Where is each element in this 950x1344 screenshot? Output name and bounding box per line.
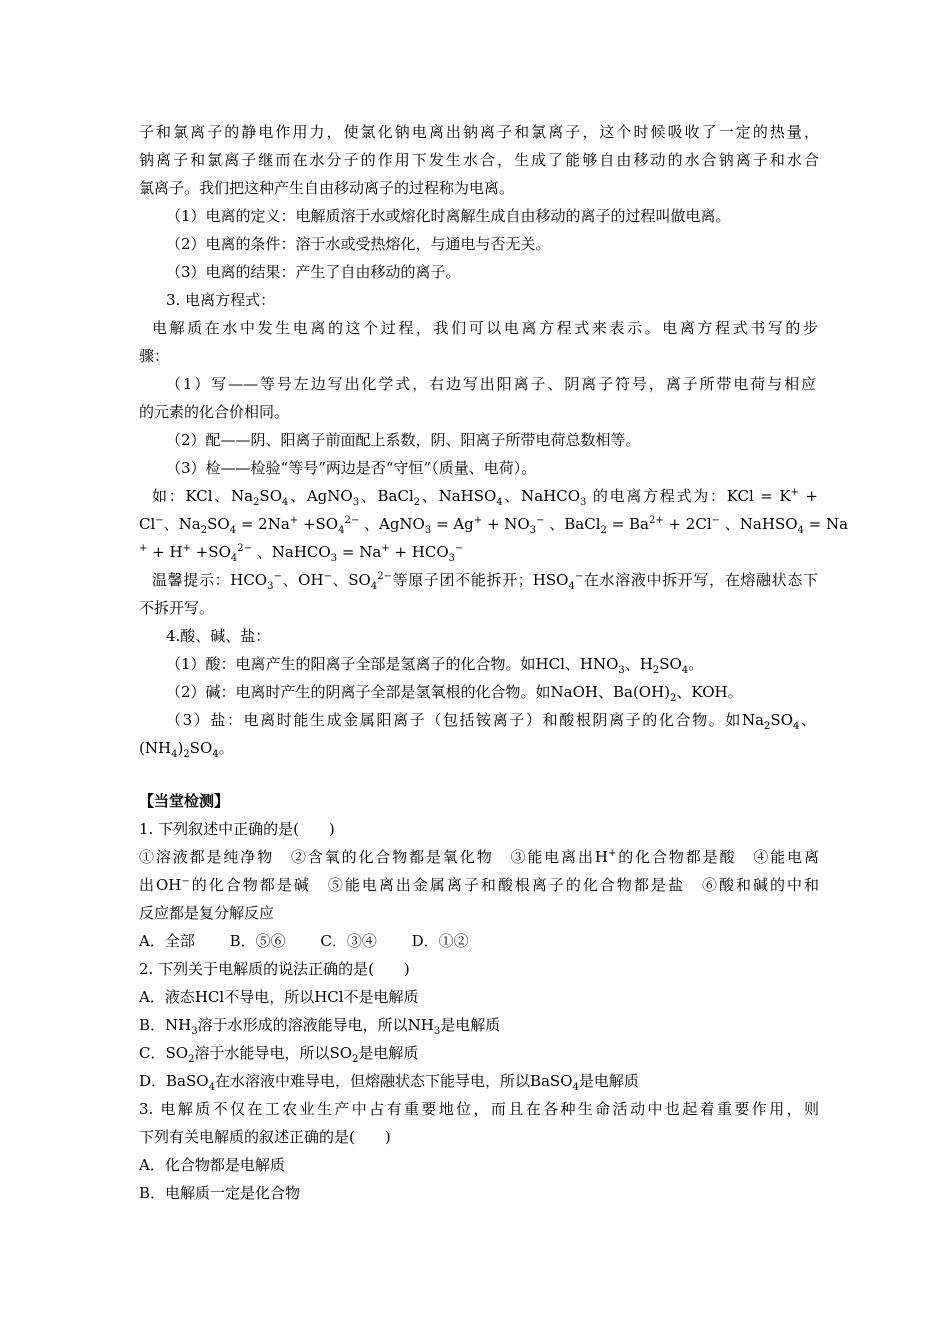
body-line-16: $^+ + H^+ +SO_4^{2-}$ 、NaHCO$_3$ = $Na^+ + HCO_3^-$ [139,543,464,564]
quiz-line-13: A．化合物都是电解质 [139,1156,285,1174]
body-line-14: 如：KCl、$Na_2SO_4$、AgNO$_3$、BaCl$_2$、NaHSO$_4$、NaHCO$_3$ 的电离方程式为：KCl = K+ + [152,487,818,508]
body-line-11: 的元素的化合价相同。 [139,403,290,421]
quiz-line-14: B．电解质一定是化合物 [139,1184,301,1202]
body-line-12: （2）配——阴、阳离子前面配上系数，阴、阳离子所带电荷总数相等。 [166,431,641,449]
quiz-line-10: D．BaSO$_4$在水溶液中难导电，但熔融状态下能导电，所以BaSO$_4$是电解质 [139,1072,639,1093]
quiz-line-11: 3. 电解质不仅在工农业生产中占有重要地位，而且在各种生命活动中也起着重要作用，则 [139,1100,819,1118]
quiz-line-5: A．全部 B．⑤⑥ C．③④ D．①② [139,932,469,950]
body-line-13: （3）检——检验“等号”两边是否“守恒”（质量、电荷）。 [166,459,537,477]
quiz-line-9: C．$SO_2$溶于水能导电，所以$SO_2$是电解质 [139,1044,419,1065]
body-line-1: 子和氯离子的静电作用力，使氯化钠电离出钠离子和氯离子，这个时候吸收了一定的热量， [139,123,819,141]
body-line-23: $(NH_4)_2SO_4$。 [139,739,234,760]
body-line-19: 4.酸、碱、盐： [166,627,271,645]
body-line-4: （1）电离的定义：电解质溶于水或熔化时离解生成自由移动的离子的过程叫做电离。 [166,207,731,225]
body-line-17: 温馨提示：$HCO_3^-$、OH−、$SO_4^{2-}$等原子团不能拆开；$HSO_4^-$在水溶液中拆开写，在熔融状态下 [152,571,818,592]
body-line-8: 电解质在水中发生电离的这个过程，我们可以电离方程式来表示。电离方程式书写的步 [152,319,818,337]
body-line-20: （1）酸：电离产生的阳离子全部是氢离子的化合物。如HCl、$HNO_3$、$H_2SO_4$。 [166,655,704,676]
body-line-3: 氯离子。我们把这种产生自由移动离子的过程称为电离。 [139,179,515,197]
body-line-21: （2）碱：电离时产生的阴离子全部是氢氧根的化合物。如NaOH、$Ba(OH)_2$、KOH。 [166,683,743,704]
quiz-line-7: A．液态HCl不导电，所以HCl不是电解质 [139,988,419,1006]
body-line-9: 骤： [139,347,170,365]
quiz-line-1: 1. 下列叙述中正确的是( ) [139,820,335,838]
quiz-line-4: 反应都是复分解反应 [139,904,275,922]
body-line-15: Cl−、$Na_2SO_4 = 2Na^+ +SO_4^{2-}$ 、AgNO$_3$ = $Ag^+ + NO_3^-$ 、BaCl$_2$ = $Ba^{2+} + 2Cl^-$ 、NaHSO$_4$ = Na [139,515,849,536]
quiz-line-6: 2. 下列关于电解质的说法正确的是( ) [139,960,410,978]
quiz-line-2: ①溶液都是纯净物 ②含氧的化合物都是氧化物 ③能电离出H+的化合物都是酸 ④能电离 [139,848,819,866]
body-line-5: （2）电离的条件：溶于水或受热熔化，与通电与否无关。 [166,235,551,253]
quiz-line-8: B．$NH_3$溶于水形成的溶液能导电，所以$NH_3$是电解质 [139,1016,501,1037]
quiz-line-3: 出OH−的化合物都是碱 ⑤能电离出金属离子和酸根离子的化合物都是盐 ⑥酸和碱的中和 [139,876,819,894]
body-line-6: （3）电离的结果：产生了自由移动的离子。 [166,263,461,281]
quiz-line-12: 下列有关电解质的叙述正确的是( ) [139,1128,391,1146]
body-line-18: 不拆开写。 [139,599,215,617]
body-line-22: （3）盐：电离时能生成金属阳离子（包括铵离子）和酸根阴离子的化合物。如$Na_2SO_4$、 [166,711,816,732]
body-line-10: （1）写——等号左边写出化学式，右边写出阳离子、阴离子符号，离子所带电荷与相应 [166,375,816,393]
body-line-2: 钠离子和氯离子继而在水分子的作用下发生水合，生成了能够自由移动的水合钠离子和水合 [139,151,819,169]
body-line-7: 3. 电离方程式： [166,291,276,309]
section-title: 【当堂检测】 [139,792,230,810]
